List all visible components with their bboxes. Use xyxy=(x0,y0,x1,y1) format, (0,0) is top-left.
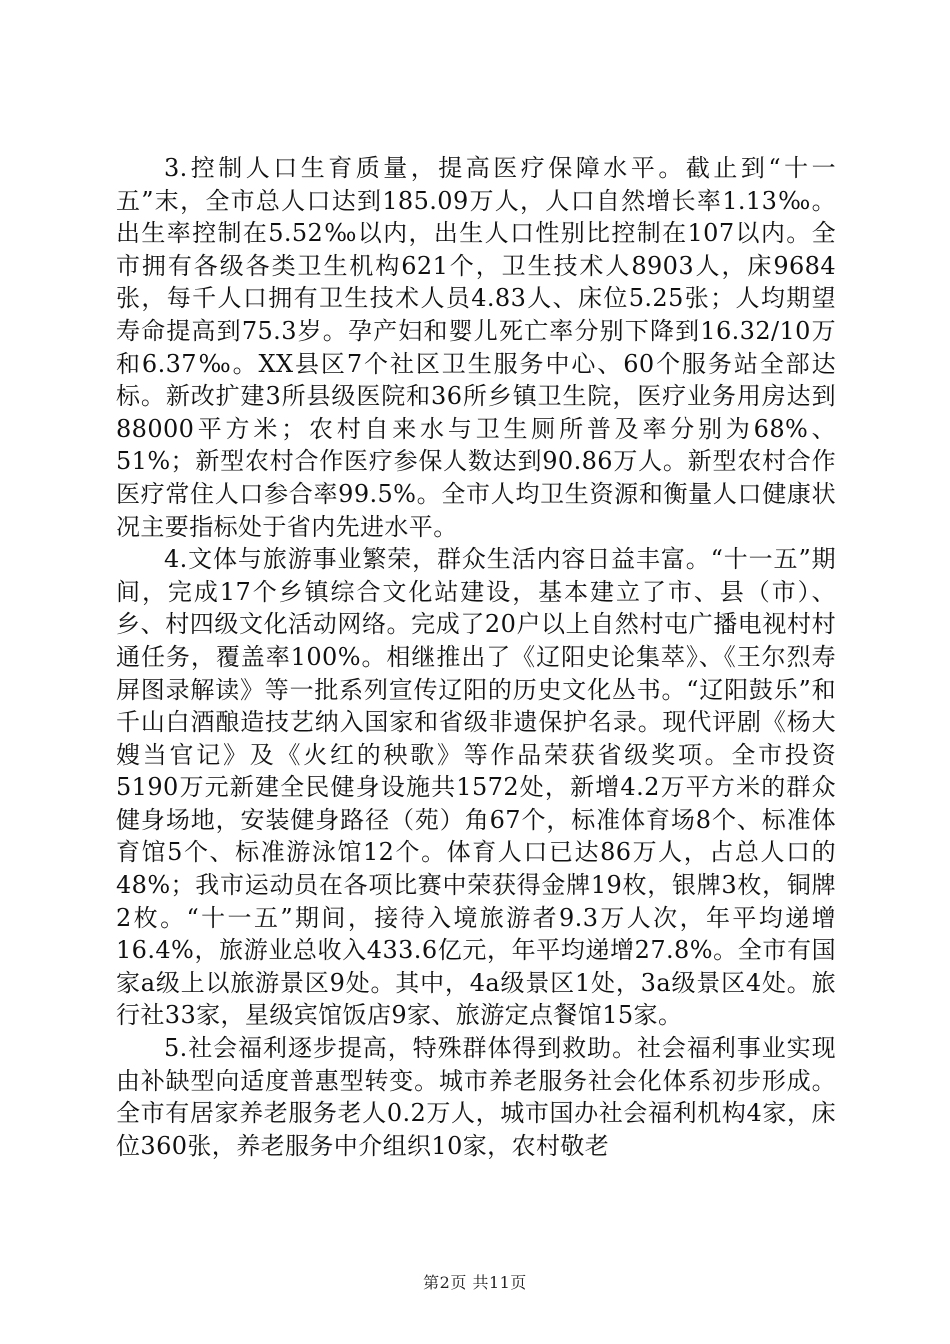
paragraph-social-welfare: 5.社会福利逐步提高，特殊群体得到救助。社会福利事业实现由补缺型向适度普惠型转变。城市养老服务社会化体系初步形成。全市有居家养老服务老人0.2万人，城市国办社会福利机构4家，床位360张，养老服务中介组织10家，农村敬老 xyxy=(116,1034,836,1160)
paragraph-culture-tourism: 4.文体与旅游事业繁荣，群众生活内容日益丰富。“十一五”期间，完成17个乡镇综合文化站建设，基本建立了市、县（市）、乡、村四级文化活动网络。完成了20户以上自然村屯广播电视村村通任务，覆盖率100%。相继推出了《辽阳史论集萃》、《王尔烈寿屏图录解读》等一批系列宣传辽阳的历史文化丛书。“辽阳鼓乐”和千山白酒酿造技艺纳入国家和省级非遗保护名录。现代评剧《杨大嫂当官记》及《火红的秧歌》等作品荣获省级奖项。全市投资5190万元新建全民健身设施共1572处，新增4.2万平方米的群众健身场地，安装健身路径（苑）角67个，标准体育场8个、标准体育馆5个、标准游泳馆12个。体育人口已达86万人，占总人口的48%；我市运动员在各项比赛中荣获得金牌19枚，银牌3枚，铜牌2枚。“十一五”期间，接待入境旅游者9.3万人次，年平均递增16.4%，旅游业总收入433.6亿元，年平均递增27.8%。全市有国家a级上以旅游景区9处。其中，4a级景区1处，3a级景区4处。旅行社33家，星级宾馆饭店9家、旅游定点餐馆15家。 xyxy=(116,545,836,1030)
document-body xyxy=(116,152,836,1162)
paragraph-population-health: 3.控制人口生育质量，提高医疗保障水平。截止到“十一五”末，全市总人口达到185.09万人，人口自然增长率1.13‰。出生率控制在5.52‰以内，出生人口性别比控制在107以内。全市拥有各级各类卫生机构621个，卫生技术人8903人，床9684张，每千人口拥有卫生技术人员4.83人、床位5.25张；人均期望寿命提高到75.3岁。孕产妇和婴儿死亡率分别下降到16.32/10万和6.37‰。XX县区7个社区卫生服务中心、60个服务站全部达标。新改扩建3所县级医院和36所乡镇卫生院，医疗业务用房达到88000平方米；农村自来水与卫生厕所普及率分别为68%、51%；新型农村合作医疗参保人数达到90.86万人。新型农村合作医疗常住人口参合率99.5%。全市人均卫生资源和衡量人口健康状况主要指标处于省内先进水平。 xyxy=(116,154,836,541)
page-number-footer: 第2页 共11页 xyxy=(423,1273,527,1292)
